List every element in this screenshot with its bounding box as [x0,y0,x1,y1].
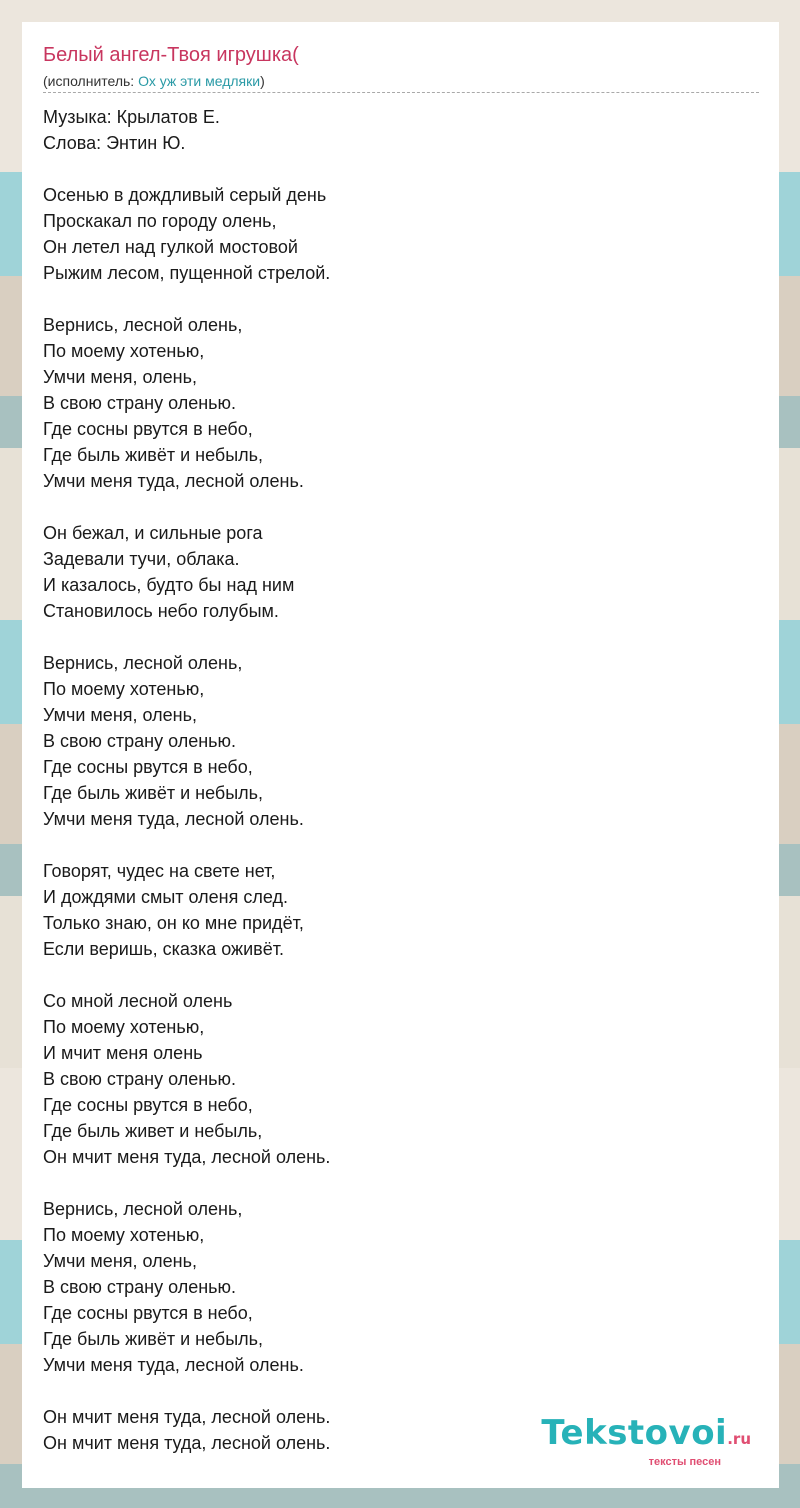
lyric-line: Умчи меня, олень, [43,705,197,725]
lyric-line: Где сосны рвутся в небо, [43,419,253,439]
lyric-line: По моему хотенью, [43,1225,205,1245]
logo-tld: .ru [727,1430,751,1448]
lyric-line: И мчит меня олень [43,1043,203,1063]
stanza-gap [43,494,759,520]
stanza-gap [43,1170,759,1196]
lyric-line: Умчи меня туда, лесной олень. [43,809,304,829]
lyric-line: Осенью в дождливый серый день [43,185,327,205]
lyric-line: В свою страну оленью. [43,393,237,413]
site-logo[interactable] [541,1413,751,1468]
lyric-line: Он мчит меня туда, лесной олень. [43,1147,331,1167]
lyric-line: Задевали тучи, облака. [43,549,240,569]
lyric-line: Он бежал, и сильные рога [43,523,263,543]
lyric-line: Он летел над гулкой мостовой [43,237,298,257]
lyric-line: Где сосны рвутся в небо, [43,1303,253,1323]
lyric-line: Рыжим лесом, пущенной стрелой. [43,263,331,283]
stanza-gap [43,156,759,182]
lyric-line: Со мной лесной олень [43,991,233,1011]
lyric-line: Если веришь, сказка оживёт. [43,939,284,959]
lyric-line: Где сосны рвутся в небо, [43,1095,253,1115]
performer-prefix: (исполнитель: [43,73,139,89]
lyric-line: Говорят, чудес на свете нет, [43,861,276,881]
lyric-line: Умчи меня туда, лесной олень. [43,1355,304,1375]
lyric-line: Проскакал по городу олень, [43,211,277,231]
lyric-line: Умчи меня, олень, [43,367,197,387]
logo-name: Tekstovoi [541,1413,728,1453]
lyric-line: Где быль живет и небыль, [43,1121,263,1141]
lyric-line: Умчи меня туда, лесной олень. [43,471,304,491]
logo-wordmark [541,1413,751,1456]
stanza-gap [43,624,759,650]
lyric-line: Музыка: Крылатов Е. [43,107,220,127]
lyric-line: В свою страну оленью. [43,1277,237,1297]
lyric-line: Где сосны рвутся в небо, [43,757,253,777]
lyrics-card [22,22,779,1488]
song-title: Белый ангел-Твоя игрушка( [43,44,299,66]
lyric-line: Слова: Энтин Ю. [43,133,186,153]
lyric-line: Вернись, лесной олень, [43,315,243,335]
performer-link[interactable]: Ох уж эти медляки [138,73,261,89]
lyric-line: Вернись, лесной олень, [43,653,243,673]
logo-tagline: тексты песен [648,1456,721,1468]
lyric-line: По моему хотенью, [43,1017,205,1037]
lyric-line: В свою страну оленью. [43,1069,237,1089]
stanza-gap [43,832,759,858]
lyric-line: По моему хотенью, [43,679,205,699]
stanza-gap [43,1378,759,1404]
lyric-line: По моему хотенью, [43,341,205,361]
stanza-gap [43,286,759,312]
lyric-line: Становилось небо голубым. [43,601,279,621]
performer-suffix: ) [260,73,265,89]
lyric-line: Только знаю, он ко мне придёт, [43,913,304,933]
lyric-line: Где быль живёт и небыль, [43,1329,264,1349]
lyric-line: И казалось, будто бы над ним [43,575,295,595]
lyric-line: Где быль живёт и небыль, [43,783,264,803]
performer-line [43,72,759,93]
lyric-line: Умчи меня, олень, [43,1251,197,1271]
lyric-line: Где быль живёт и небыль, [43,445,264,465]
lyric-line: В свою страну оленью. [43,731,237,751]
lyrics-text [43,104,759,1456]
stanza-gap [43,962,759,988]
lyric-line: Он мчит меня туда, лесной олень. [43,1433,331,1453]
lyric-line: Он мчит меня туда, лесной олень. [43,1407,331,1427]
lyric-line: Вернись, лесной олень, [43,1199,243,1219]
lyric-line: И дождями смыт оленя след. [43,887,288,907]
